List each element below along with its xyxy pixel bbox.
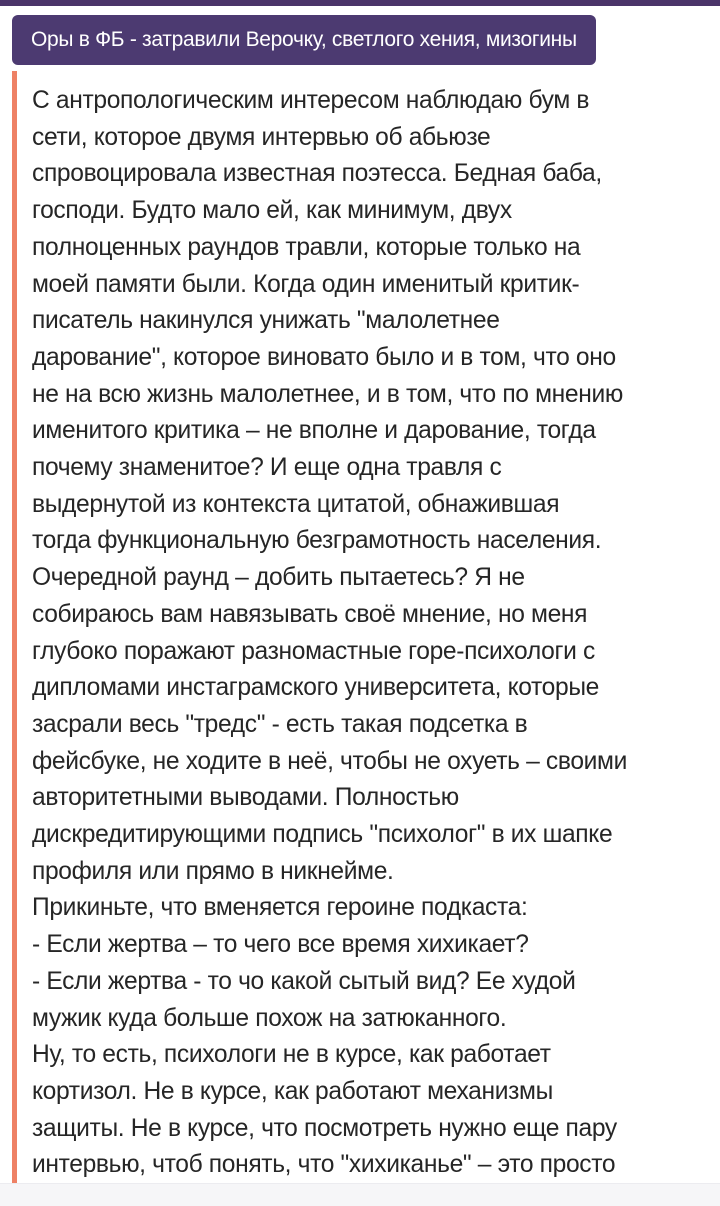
- post-line: - Если жертва – то чего все время хихикает?: [32, 931, 529, 959]
- post-line: фейсбуке, не ходите в неё, чтобы не охуеть – своими: [32, 747, 627, 775]
- post-line: авторитетными выводами. Полностью: [32, 784, 459, 812]
- post-line: спровоцировала известная поэтесса. Бедная баба,: [32, 160, 602, 188]
- post-line: не на всю жизнь малолетнее, и в том, что по мнению: [32, 380, 623, 408]
- post-line: собираюсь вам навязывать своё мнение, но меня: [32, 600, 588, 628]
- post-line: мужик куда больше похож на затюканного.: [32, 1004, 507, 1032]
- top-bar-strip: [0, 0, 720, 6]
- post-line: дарование", которое виновато было и в том, что оно: [32, 343, 616, 371]
- topic-tag-chip[interactable]: [12, 15, 596, 65]
- post-quote-block: [12, 71, 720, 1183]
- post-line: полноценных раундов травли, которые только на: [32, 233, 581, 261]
- post-body-text: [32, 83, 712, 1183]
- post-line: защиты. Не в курсе, что посмотреть нужно еще пару: [32, 1114, 617, 1142]
- post-line: Очередной раунд – добить пытаетесь? Я не: [32, 564, 525, 592]
- post-line: сети, которое двумя интервью об абьюзе: [32, 123, 491, 151]
- post-line: дипломами инстаграмского университета, которые: [32, 674, 599, 702]
- post-line: Ну, то есть, психологи не в курсе, как работает: [32, 1041, 551, 1069]
- topic-tag-label: Оры в ФБ - затравили Верочку, светлого хения, мизогины: [31, 28, 577, 51]
- post-line: дискредитирующими подпись "психолог" в их шапке: [32, 821, 613, 849]
- bottom-bar-strip: [0, 1183, 720, 1206]
- post-line: С антропологическим интересом наблюдаю бум в: [32, 87, 590, 114]
- post-line: интервью, чтоб понять, что "хихиканье" – это просто: [32, 1151, 616, 1179]
- post-line: Прикиньте, что вменяется героине подкаста:: [32, 894, 528, 922]
- post-line: тогда функциональную безграмотность населения.: [32, 527, 602, 555]
- post-line: засрали весь "тредс" - есть такая подсетка в: [32, 710, 528, 738]
- post-line: писатель накинулся унижать "малолетнее: [32, 307, 500, 335]
- post-line: моей памяти были. Когда один именитый критик-: [32, 270, 580, 298]
- post-line: почему знаменитое? И еще одна травля с: [32, 454, 502, 482]
- post-line: господи. Будто мало ей, как минимум, двух: [32, 197, 512, 225]
- post-line: кортизол. Не в курсе, как работают механизмы: [32, 1077, 553, 1105]
- post-line: профиля или прямо в никнейме.: [32, 857, 394, 885]
- post-line: глубоко поражают разномастные горе-психологи с: [32, 637, 595, 665]
- post-line: - Если жертва - то чо какой сытый вид? Ее худой: [32, 967, 576, 995]
- post-line: выдернутой из контекста цитатой, обнажившая: [32, 490, 560, 518]
- post-line: именитого критика – не вполне и дарование, тогда: [32, 417, 596, 445]
